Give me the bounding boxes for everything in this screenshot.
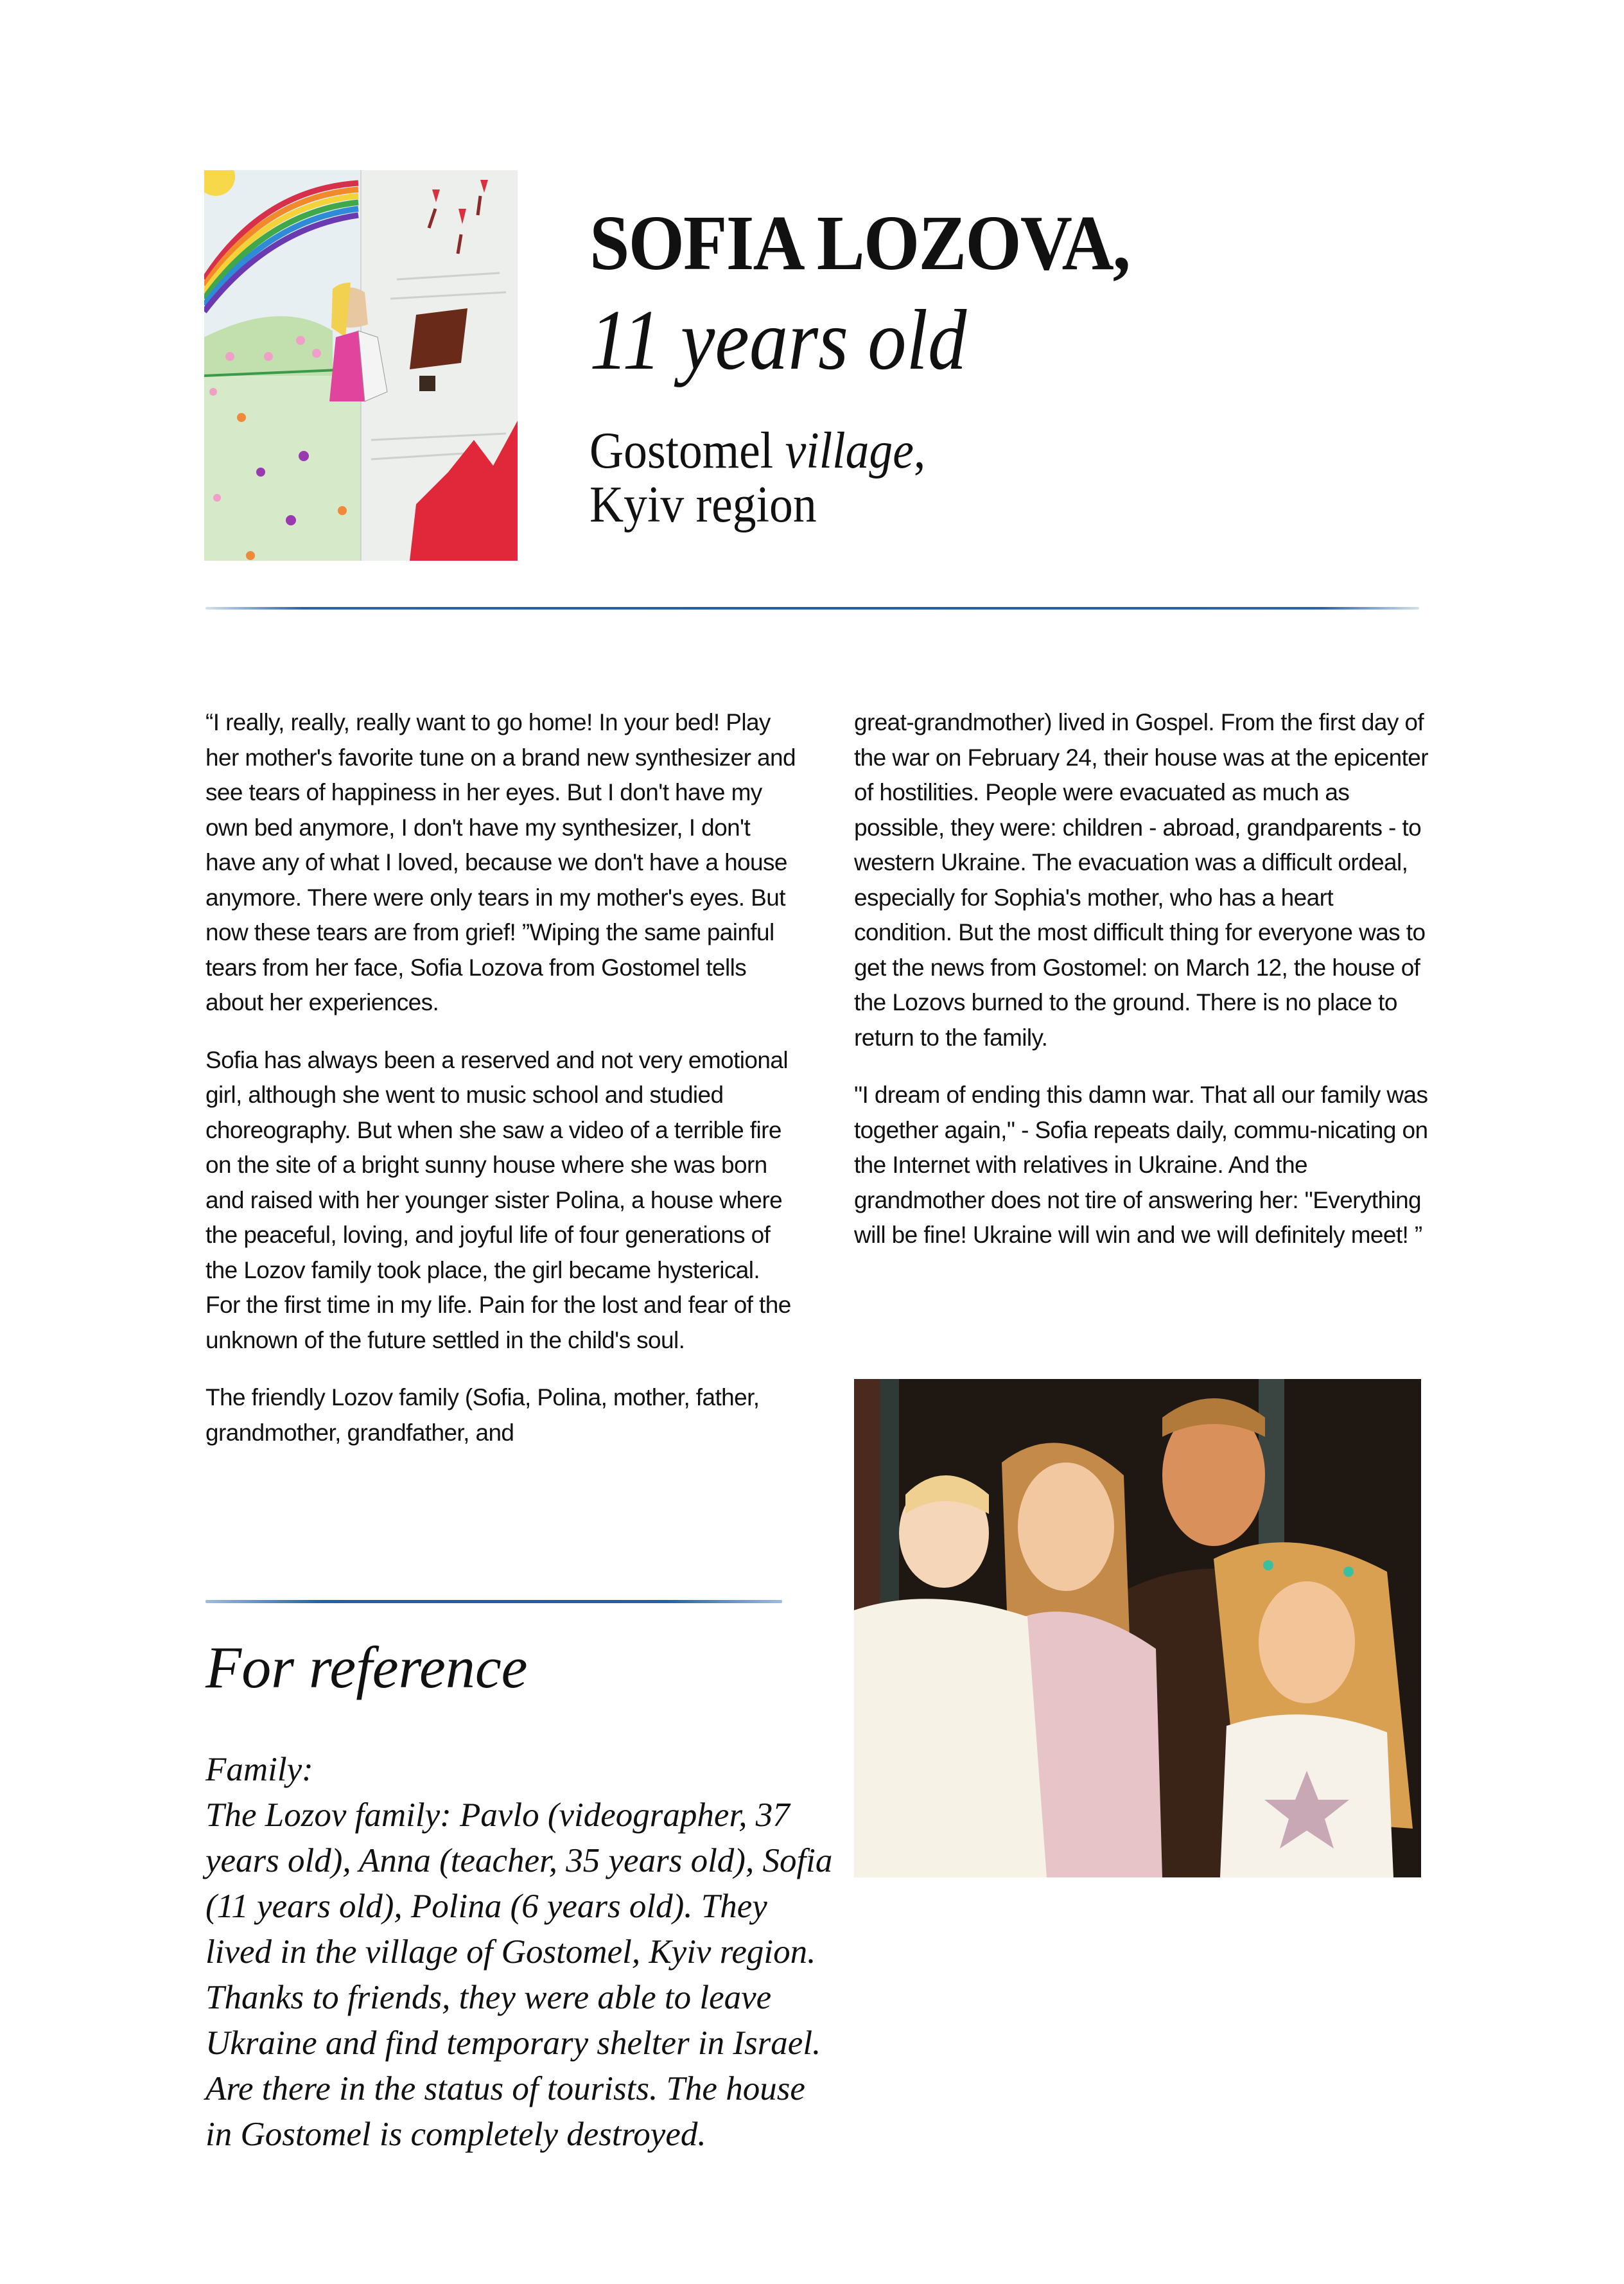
child-drawing-image: [204, 170, 518, 561]
story-paragraph: “I really, really, really want to go home! In your bed! Play her mother's favorite tune on a brand new synthesizer and see tears of happiness in her eyes. But I don't have my own bed anymore, I don't have my synthesizer, I don't have any of what I loved, because we don't have a house anymore. There were only tears in my mother's eyes. But now these tears are from grief! ”Wiping the same painful tears from her face, Sofia Lozova from Gostomel tells about her experiences.: [205, 709, 796, 1015]
reference-text: The Lozov family: Pavlo (videographer, 37 years old), Anna (teacher, 35 years old), Sofia (11 years old), Polina (6 years old). They lived in the village of Gostomel, Kyiv region. Thanks to friends, they were able to leave Ukraine and find temporary shelter in Israel. Are there in the status of tourists. The house in Gostomel is completely destroyed.: [205, 1796, 833, 2153]
story-paragraph: Sofia has always been a reserved and not very emotional girl, although she went to music school and studied choreography. But when she saw a video of a terrible fire on the site of a bright sunny house where she was born and raised with her younger sister Polina, a house where the peaceful, loving, and joyful life of four generations of the Lozov family took place, the girl became hysterical. For the first time in my life. Pain for the lost and fear of the unknown of the future settled in the child's soul.: [205, 1046, 791, 1353]
family-photo-illustration-icon: [854, 1379, 1421, 1877]
reference-body: [205, 1747, 835, 2157]
reference-heading: For reference: [205, 1635, 528, 1700]
header-divider: [205, 607, 1419, 610]
story-paragraph: great-grandmother) lived in Gospel. From the first day of the war on February 24, their house was at the epicenter of hostilities. People were evacuated as much as possible, they were: children - abroad, grandparents - to western Ukraine. The evacuation was a difficult ordeal, especially for Sophia's mother, who has a heart condition. But the most difficult thing for everyone was to get the news from Gostomel: on March 12, the house of the Lozovs burned to the ground. There is no place to return to the family.: [854, 709, 1428, 1051]
story-paragraph: The friendly Lozov family (Sofia, Polina, mother, father, grandmother, grandfather, and: [205, 1384, 760, 1446]
story-right-column: [854, 705, 1432, 1253]
location-place: Gostomel: [589, 423, 785, 479]
family-photo: [854, 1379, 1421, 1877]
story-paragraph: "I dream of ending this damn war. That all our family was together again," - Sofia repeats daily, commu-nicating on the Internet with relatives in Ukraine. And the grandmother does not tire of answering her: "Everything will be fine! Ukraine will win and we will definitely meet! ”: [854, 1082, 1428, 1248]
reference-label: Family:: [205, 1751, 313, 1788]
location-comma: ,: [913, 423, 926, 479]
location-region: Kyiv region: [589, 477, 817, 533]
story-left-column: [205, 705, 796, 1450]
location-type: village: [785, 423, 914, 479]
location-text: [589, 424, 925, 532]
reference-divider: [205, 1600, 782, 1603]
drawing-illustration-icon: [204, 170, 518, 561]
person-name-heading: SOFIA LOZOVA,: [589, 200, 1130, 286]
person-age-heading: 11 years old: [589, 292, 967, 387]
